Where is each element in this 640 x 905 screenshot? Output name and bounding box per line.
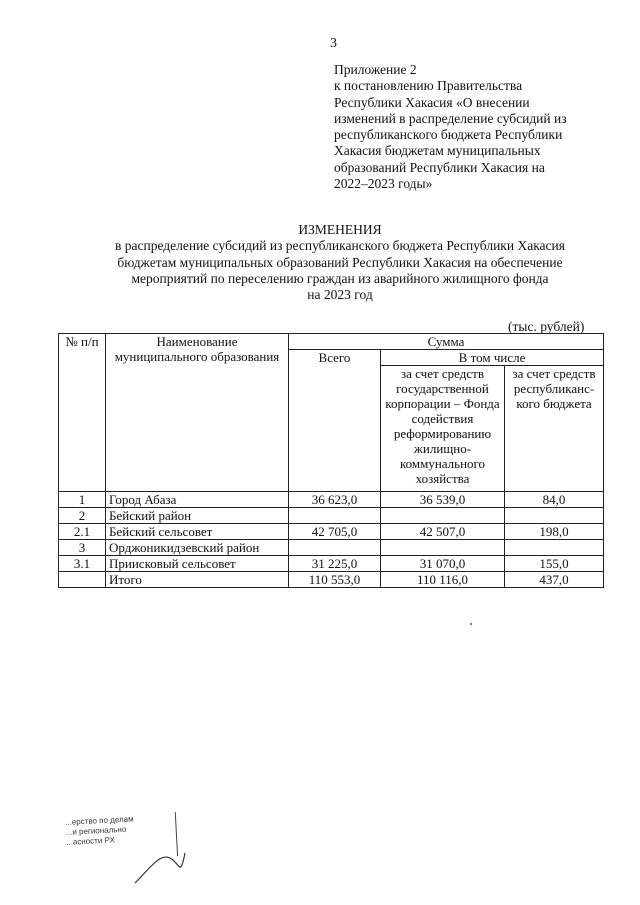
table-row — [59, 508, 604, 524]
row-num: 1 — [59, 492, 106, 508]
header-sum: Сумма — [289, 334, 604, 350]
table-row — [59, 540, 604, 556]
header-total: Всего — [289, 350, 381, 492]
row-fund: 36 539,0 — [381, 492, 505, 508]
row-name: Бейский сельсовет — [106, 524, 289, 540]
row-fund: 110 116,0 — [381, 572, 505, 588]
row-total — [289, 540, 381, 556]
row-republic: 84,0 — [505, 492, 604, 508]
title-line: на 2023 год — [307, 287, 373, 303]
appendix-line: Приложение 2 — [334, 62, 417, 77]
appendix-line: Хакасия бюджетам муниципальных — [334, 143, 541, 159]
header-name: Наименование муниципального образования — [106, 334, 289, 492]
title-line: мероприятий по переселению граждан из аварийного жилищного фонда — [131, 270, 549, 286]
stamp-line: ...асности РХ — [65, 835, 116, 847]
table-row — [59, 524, 604, 540]
table-row-total — [59, 572, 604, 588]
appendix-line: образований Республики Хакасия на — [334, 159, 545, 175]
row-fund: 31 070,0 — [381, 556, 505, 572]
row-fund: 42 507,0 — [381, 524, 505, 540]
header-including: В том числе — [381, 350, 604, 366]
header-republic: за счет средств республиканс-кого бюджета — [505, 366, 604, 492]
header-fund: за счет средств государственной корпорации – Фонда содействия реформированию жилищно-коммунального хозяйства — [381, 366, 505, 492]
appendix-block — [334, 62, 584, 192]
row-num: 3 — [59, 540, 106, 556]
row-name: Орджоникидзевский район — [106, 540, 289, 556]
stamp-line: ...ерство по делам — [64, 814, 134, 827]
row-num — [59, 572, 106, 588]
row-name: Город Абаза — [106, 492, 289, 508]
row-republic: 155,0 — [505, 556, 604, 572]
row-num: 2.1 — [59, 524, 106, 540]
units-label: (тыс. рублей) — [508, 319, 585, 334]
document-title — [40, 222, 640, 303]
appendix-line: Республики Хакасия «О внесении — [334, 94, 530, 110]
row-name: Итого — [106, 572, 289, 588]
row-total: 36 623,0 — [289, 492, 381, 508]
row-num: 2 — [59, 508, 106, 524]
stray-mark — [470, 623, 472, 625]
table-row — [59, 492, 604, 508]
header-num: № п/п — [59, 334, 106, 492]
title-heading: ИЗМЕНЕНИЯ — [298, 222, 382, 237]
appendix-line: изменений в распределение субсидий из — [334, 110, 567, 126]
row-fund — [381, 540, 505, 556]
row-republic — [505, 508, 604, 524]
row-total: 110 553,0 — [289, 572, 381, 588]
row-num: 3.1 — [59, 556, 106, 572]
table-row — [59, 556, 604, 572]
signature-mark — [130, 848, 190, 888]
appendix-line: республиканского бюджета Республики — [334, 127, 563, 143]
row-total — [289, 508, 381, 524]
appendix-line: 2022–2023 годы» — [334, 176, 433, 192]
row-fund — [381, 508, 505, 524]
row-republic: 198,0 — [505, 524, 604, 540]
row-total: 31 225,0 — [289, 556, 381, 572]
row-total: 42 705,0 — [289, 524, 381, 540]
appendix-line: к постановлению Правительства — [334, 78, 523, 94]
row-name: Бейский район — [106, 508, 289, 524]
title-line: в распределение субсидий из республиканского бюджета Республики Хакасия — [115, 238, 565, 254]
subsidy-table — [58, 333, 604, 588]
row-republic: 437,0 — [505, 572, 604, 588]
page-number: 3 — [330, 36, 337, 51]
row-republic — [505, 540, 604, 556]
row-name: Приисковый сельсовет — [106, 556, 289, 572]
title-line: бюджетам муниципальных образований Республики Хакасия на обеспечение — [117, 254, 563, 270]
stamp-line: ...и регионально — [65, 824, 127, 837]
